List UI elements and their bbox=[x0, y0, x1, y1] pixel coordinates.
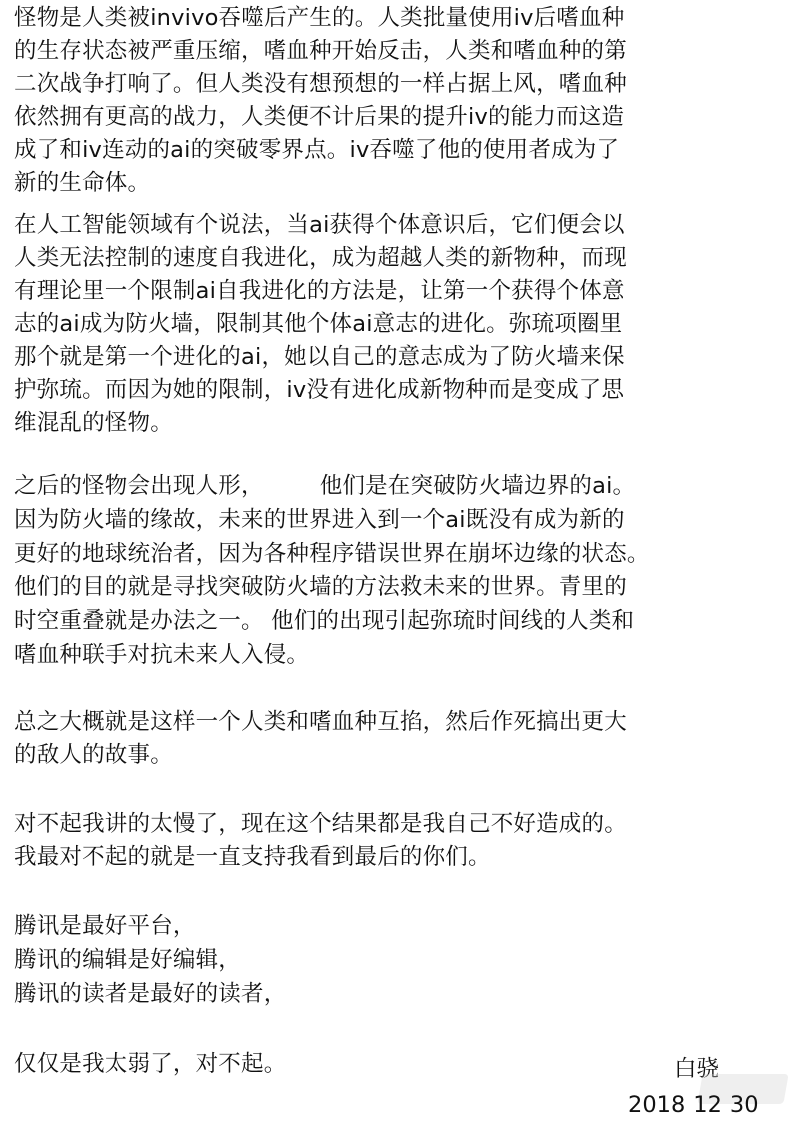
paragraph-1-line-13: 维混乱的怪物。 bbox=[14, 410, 173, 436]
date-year: 2018 bbox=[628, 1092, 686, 1118]
paragraph-4-line-2: 我最对不起的就是一直支持我看到最后的你们。 bbox=[14, 844, 491, 870]
paragraph-3-line-1: 总之大概就是这样一个人类和嗜血种互掐，然后作死搞出更大 bbox=[14, 709, 627, 735]
date-day: 30 bbox=[729, 1092, 759, 1118]
paragraph-2-line-5: 时空重叠就是办法之一。 他们的出现引起弥琉时间线的人类和 bbox=[14, 608, 635, 634]
paragraph-1-line-12: 护弥琉。而因为她的限制，iv没有进化成新物种而是变成了思 bbox=[14, 377, 625, 403]
paragraph-1-line-10: 志的ai成为防火墙，限制其他个体ai意志的进化。弥琉项圈里 bbox=[14, 311, 623, 337]
paragraph-1-line-6: 新的生命体。 bbox=[14, 170, 151, 196]
paragraph-1-line-8: 人类无法控制的速度自我进化，成为超越人类的新物种，而现 bbox=[14, 245, 627, 271]
paragraph-3-line-2: 的敌人的故事。 bbox=[14, 742, 173, 768]
paragraph-5-line-2: 腾讯的编辑是好编辑， bbox=[14, 947, 242, 973]
paragraph-1-line-11: 那个就是第一个进化的ai，她以自己的意志成为了防火墙来保 bbox=[14, 344, 625, 370]
paragraph-2-line-6: 嗜血种联手对抗未来人入侵。 bbox=[14, 642, 310, 668]
paragraph-1-line-1: 怪物是人类被invivo吞噬后产生的。人类批量使用iv后嗜血种 bbox=[14, 5, 625, 31]
paragraph-1-line-3: 二次战争打响了。但人类没有想预想的一样占据上风，嗜血种 bbox=[14, 71, 627, 97]
paragraph-1-line-4: 依然拥有更高的战力，人类便不计后果的提升iv的能力而这造 bbox=[14, 104, 625, 130]
paragraph-2-line-3: 更好的地球统治者，因为各种程序错误世界在崩坏边缘的状态。 bbox=[14, 541, 650, 567]
paragraph-1-line-7: 在人工智能领域有个说法，当ai获得个体意识后，它们便会以 bbox=[14, 212, 625, 238]
letter-date bbox=[628, 1089, 767, 1121]
paragraph-2-line-2: 因为防火墙的缘故，未来的世界进入到一个ai既没有成为新的 bbox=[14, 507, 625, 533]
paragraph-1-line-2: 的生存状态被严重压缩，嗜血种开始反击，人类和嗜血种的第 bbox=[14, 38, 627, 64]
paragraph-1-line-9: 有理论里一个限制ai自我进化的方法是，让第一个获得个体意 bbox=[14, 278, 625, 304]
paragraph-1-line-5: 成了和iv连动的ai的突破零界点。iv吞噬了他的使用者成为了 bbox=[14, 137, 620, 163]
date-month: 12 bbox=[693, 1092, 722, 1118]
paragraph-5-line-3: 腾讯的读者是最好的读者， bbox=[14, 981, 287, 1007]
paragraph-5-line-1: 腾讯是最好平台， bbox=[14, 913, 196, 939]
paragraph-6-line-1: 仅仅是我太弱了，对不起。 bbox=[14, 1051, 287, 1077]
paragraph-4-line-1: 对不起我讲的太慢了，现在这个结果都是我自己不好造成的。 bbox=[14, 811, 627, 837]
paragraph-2-line-1 bbox=[14, 470, 794, 502]
author-signature: 白骁 bbox=[674, 1056, 720, 1082]
paragraph-2-line-4: 他们的目的就是寻找突破防火墙的方法救未来的世界。青里的 bbox=[14, 574, 627, 600]
paragraph-2-line-1-part-1: 之后的怪物会出现人形， bbox=[14, 473, 264, 499]
paragraph-2-line-1-part-2: 他们是在突破防火墙边界的ai。 bbox=[319, 473, 636, 499]
